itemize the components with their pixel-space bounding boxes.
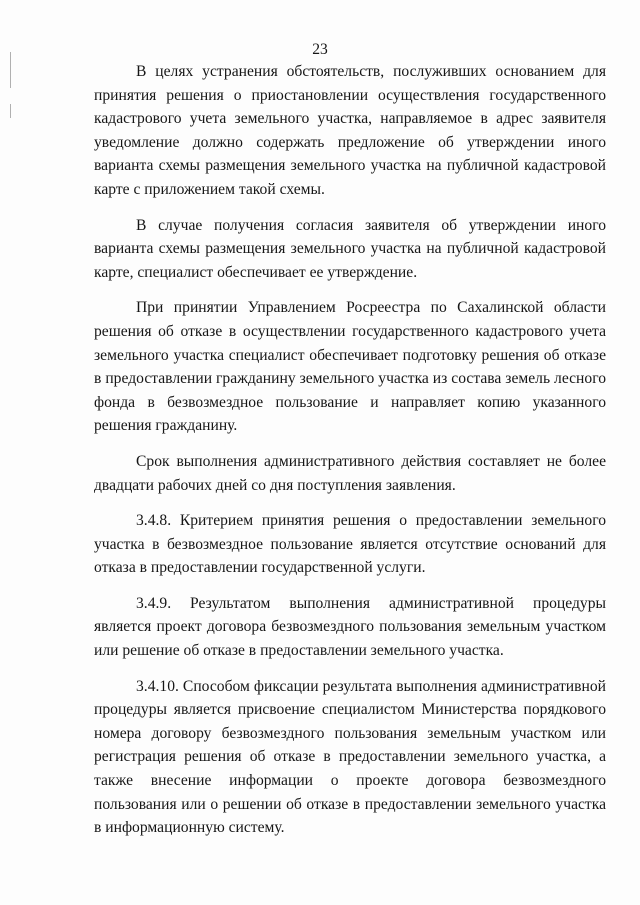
paragraph: В целях устранения обстоятельств, послуживших основанием для принятия решения о приостановлении осуществления государственного кадастрового учета земельного участка, направляемое в адрес заявителя уведомление должно содержать предложение об утверждении иного варианта схемы размещения земельного участка на публичной кадастровой карте с приложением такой схемы. [94, 63, 606, 198]
paragraph: 3.4.8. Критерием принятия решения о предоставлении земельного участка в безвозмездное пользование является отсутствие оснований для отказа в предоставлении государственной услуги. [94, 512, 606, 577]
page-number: 23 [312, 41, 328, 58]
paragraph: В случае получения согласия заявителя об утверждении иного варианта схемы размещения земельного участка на публичной кадастровой карте, специалист обеспечивает ее утверждение. [94, 216, 606, 281]
paragraph: 3.4.9. Результатом выполнения административной процедуры является проект договора безвозмездного пользования земельным участком или решение об отказе в предоставлении земельного участка. [94, 594, 606, 660]
paragraph: При принятии Управлением Росреестра по Сахалинской области решения об отказе в осуществлении государственного кадастрового учета земельного участка специалист обеспечивает подготовку решения об отказе в предоставлении гражданину земельного участка из состава земель лесного фонда в безвозмездное пользование и направляет копию указанного решения гражданину. [94, 299, 606, 435]
scan-edge-mark [10, 104, 11, 118]
document-body [94, 60, 606, 840]
paragraph: Срок выполнения административного действия составляет не более двадцати рабочих дней со дня поступления заявления. [94, 452, 606, 494]
paragraph: 3.4.10. Способом фиксации результата выполнения административной процедуры является присвоение специалистом Министерства порядкового номера договору безвозмездного пользования земельным участком или регистрация решения об отказе в предоставлении земельного участка, а также внесение информации о проекте договора безвозмездного пользования или о решении об отказе в предоставлении земельного участка в информационную систему. [94, 677, 606, 837]
